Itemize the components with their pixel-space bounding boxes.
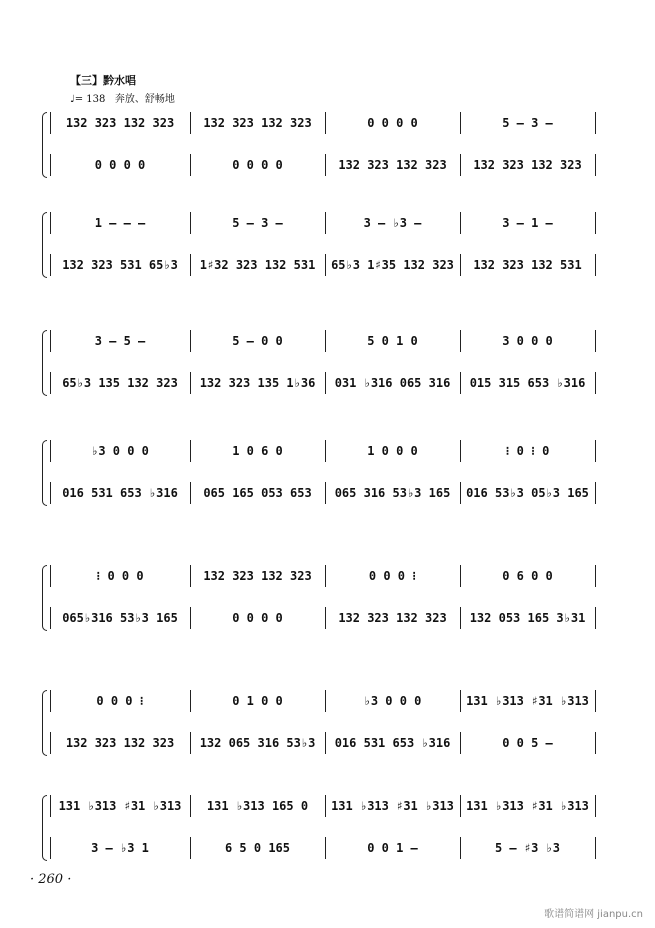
measure: 0 0 1 – [367, 841, 418, 855]
barline [190, 154, 191, 176]
measure: 132 323 132 323 [338, 158, 447, 172]
measure: ⁝ 0 0 0 [96, 569, 144, 583]
measure: 065 165 053 653 [203, 486, 312, 500]
tempo-marking [70, 90, 175, 105]
barline [50, 690, 51, 712]
measure: ♭3 0 0 0 [363, 694, 422, 708]
measure: 3 – ♭3 1 [91, 841, 149, 855]
tempo-mark: ♩= 138 [70, 94, 106, 105]
measure: 1 0 6 0 [232, 444, 283, 458]
measure: 065 316 53♭3 165 [334, 486, 451, 500]
upper-staff [50, 690, 600, 712]
barline [190, 565, 191, 587]
brace [42, 330, 47, 396]
barline [190, 690, 191, 712]
measure: 131 ♭313 ♯31 ♭313 [58, 799, 182, 813]
measure: 132 053 165 3♭31 [469, 611, 586, 625]
upper-staff [50, 112, 600, 134]
measure: 0 1 0 0 [232, 694, 283, 708]
barline [460, 372, 461, 394]
barline [50, 837, 51, 859]
measure: 015 315 653 ♭316 [469, 376, 586, 390]
barline [325, 212, 326, 234]
barline [190, 607, 191, 629]
measure: 5 – 3 – [502, 116, 553, 130]
lower-staff [50, 372, 600, 394]
lower-staff [50, 154, 600, 176]
barline [460, 112, 461, 134]
measure: 132 065 316 53♭3 [199, 736, 316, 750]
measure: 0 0 0 0 [232, 158, 283, 172]
section-title: 【三】黔水唱 [70, 74, 136, 87]
barline [325, 795, 326, 817]
barline [190, 112, 191, 134]
measure: 0 0 0 0 [367, 116, 418, 130]
brace [42, 212, 47, 278]
barline [190, 254, 191, 276]
measure: 016 531 653 ♭316 [62, 486, 178, 500]
barline [460, 837, 461, 859]
watermark: 歌谱简谱网 jianpu.cn [544, 909, 643, 920]
barline [325, 112, 326, 134]
barline [50, 154, 51, 176]
measure: 031 ♭316 065 316 [334, 376, 451, 390]
barline [190, 482, 191, 504]
measure: 3 – 5 – [94, 334, 146, 348]
barline [50, 330, 51, 352]
barline [50, 732, 51, 754]
measure: 132 323 132 323 [338, 611, 447, 625]
tempo-text: 奔放、舒畅地 [114, 94, 175, 105]
barline [325, 372, 326, 394]
barline [50, 112, 51, 134]
measure: 0 6 0 0 [502, 569, 553, 583]
barline [595, 440, 596, 462]
barline [460, 330, 461, 352]
barline [325, 565, 326, 587]
barline [325, 330, 326, 352]
barline [50, 372, 51, 394]
measure: 132 323 135 1♭36 [199, 376, 316, 390]
measure: 65♭3 135 132 323 [62, 376, 178, 390]
barline [50, 607, 51, 629]
barline [595, 372, 596, 394]
barline [595, 154, 596, 176]
measure: 131 ♭313 165 0 [206, 799, 309, 813]
barline [595, 795, 596, 817]
barline [460, 212, 461, 234]
measure: 016 53♭3 05♭3 165 [466, 486, 589, 500]
barline [595, 330, 596, 352]
barline [595, 482, 596, 504]
measure: 132 323 132 323 [203, 116, 312, 130]
barline [595, 732, 596, 754]
barline [50, 565, 51, 587]
measure: 1 0 0 0 [367, 444, 418, 458]
lower-staff [50, 732, 600, 754]
barline [460, 690, 461, 712]
brace [42, 690, 47, 756]
barline [325, 482, 326, 504]
upper-staff [50, 795, 600, 817]
measure: 132 323 132 323 [203, 569, 312, 583]
lower-staff [50, 837, 600, 859]
barline [325, 440, 326, 462]
barline [595, 837, 596, 859]
barline [460, 154, 461, 176]
upper-staff [50, 330, 600, 352]
measure: 132 323 132 323 [65, 736, 175, 750]
brace [42, 795, 47, 861]
barline [595, 112, 596, 134]
barline [460, 565, 461, 587]
barline [460, 795, 461, 817]
barline [595, 254, 596, 276]
barline [595, 212, 596, 234]
barline [325, 607, 326, 629]
barline [460, 254, 461, 276]
brace [42, 112, 47, 178]
measure: 5 0 1 0 [367, 334, 418, 348]
measure: 6 5 0 165 [224, 841, 291, 855]
upper-staff [50, 212, 600, 234]
measure: 0 0 0 0 [94, 158, 146, 172]
barline [190, 330, 191, 352]
measure: 131 ♭313 ♯31 ♭313 [466, 799, 589, 813]
measure: 0 0 5 – [502, 736, 553, 750]
measure: 131 ♭313 ♯31 ♭313 [331, 799, 454, 813]
measure: 016 531 653 ♭316 [334, 736, 451, 750]
barline [190, 795, 191, 817]
barline [190, 212, 191, 234]
barline [190, 440, 191, 462]
measure: 5 – 0 0 [232, 334, 283, 348]
barline [325, 154, 326, 176]
barline [460, 440, 461, 462]
barline [190, 732, 191, 754]
measure: 132 323 132 323 [65, 116, 175, 130]
measure: 131 ♭313 ♯31 ♭313 [466, 694, 589, 708]
barline [595, 565, 596, 587]
measure: 65♭3 1♯35 132 323 [331, 258, 454, 272]
barline [325, 837, 326, 859]
barline [50, 482, 51, 504]
barline [190, 372, 191, 394]
upper-staff [50, 565, 600, 587]
brace [42, 440, 47, 506]
measure: 065♭316 53♭3 165 [62, 611, 178, 625]
brace [42, 565, 47, 631]
lower-staff [50, 482, 600, 504]
upper-staff [50, 440, 600, 462]
lower-staff [50, 607, 600, 629]
measure: 132 323 132 323 [473, 158, 582, 172]
measure: 0 0 0 ⁝ [96, 694, 144, 708]
measure: 5 – 3 – [232, 216, 283, 230]
measure: 1♯32 323 132 531 [199, 258, 316, 272]
measure: 0 0 0 ⁝ [368, 569, 417, 583]
measure: 3 – ♭3 – [363, 216, 422, 230]
barline [50, 440, 51, 462]
measure: 132 323 132 531 [473, 258, 582, 272]
barline [460, 607, 461, 629]
barline [50, 254, 51, 276]
measure: 5 – ♯3 ♭3 [494, 841, 561, 855]
measure: ⁝ 0 ⁝ 0 [505, 444, 550, 458]
barline [325, 690, 326, 712]
measure: 132 323 531 65♭3 [62, 258, 178, 272]
barline [460, 732, 461, 754]
measure: 0 0 0 0 [232, 611, 283, 625]
barline [50, 212, 51, 234]
barline [595, 690, 596, 712]
barline [325, 254, 326, 276]
barline [50, 795, 51, 817]
barline [190, 837, 191, 859]
lower-staff [50, 254, 600, 276]
barline [460, 482, 461, 504]
page-number: · 260 · [30, 872, 72, 887]
measure: 3 0 0 0 [502, 334, 553, 348]
measure: ♭3 0 0 0 [91, 444, 149, 458]
measure: 3 – 1 – [502, 216, 553, 230]
barline [325, 732, 326, 754]
barline [595, 607, 596, 629]
measure: 1 – – – [94, 216, 146, 230]
